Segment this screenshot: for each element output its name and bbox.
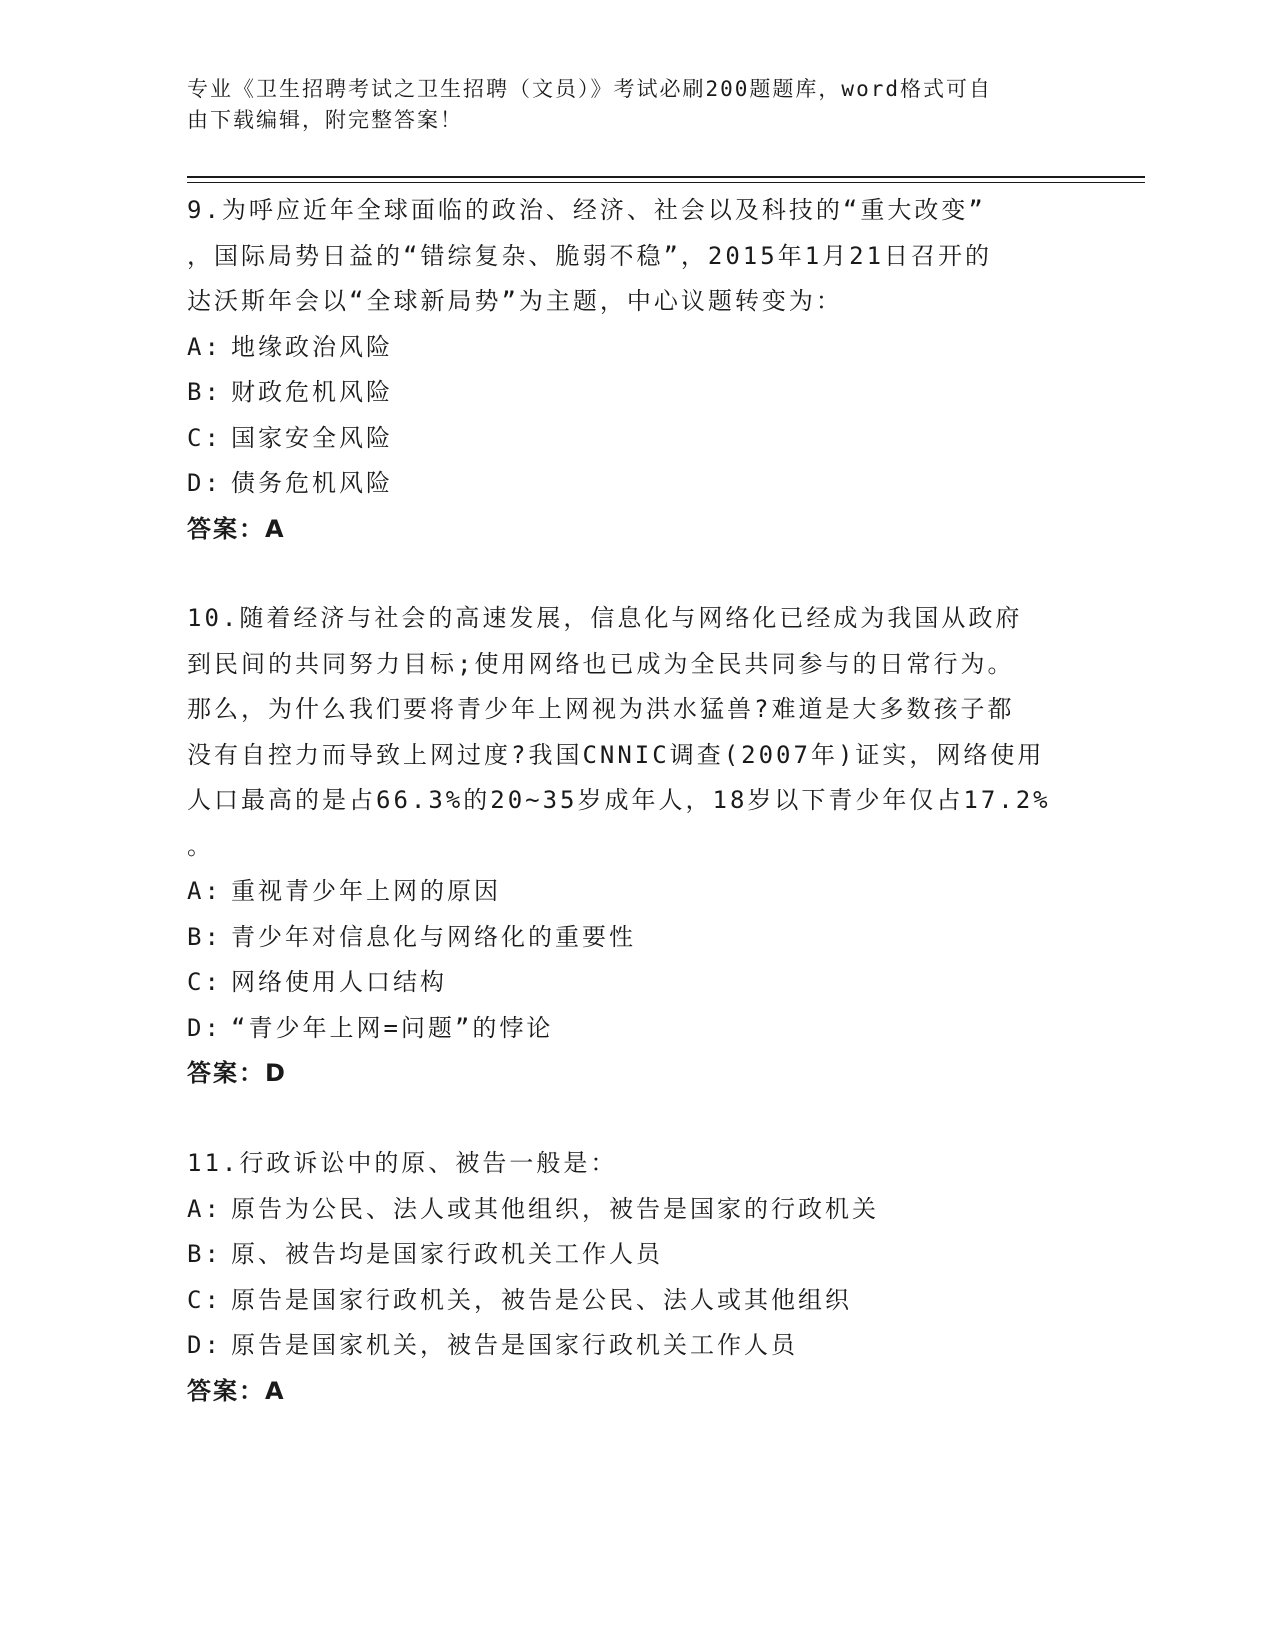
option-text: 财政危机风险 [231,378,393,406]
stem-line: 。 [187,831,214,860]
stem-line: 11.行政诉讼中的原、被告一般是： [187,1149,618,1177]
question-9 [187,188,1077,552]
option-a [187,869,1077,915]
option-key: C: [187,968,222,996]
answer-label: 答案：A [187,514,286,543]
option-text: 国家安全风险 [231,423,393,452]
option-d [187,461,1077,507]
option-key: D: [187,1331,222,1359]
stem-line: 达沃斯年会以“全球新局势”为主题，中心议题转变为： [187,287,843,315]
option-c [187,960,1077,1006]
stem-line: 9.为呼应近年全球面临的政治、经济、社会以及科技的“重大改变” [187,196,986,224]
option-key: B: [187,922,222,951]
option-key: D: [187,1013,222,1042]
header-divider-thick [187,176,1145,178]
stem-line: 没有自控力而导致上网过度?我国CNNIC调查(2007年)证实，网络使用 [187,740,1045,769]
option-key: A: [187,877,222,905]
option-text: 原、被告均是国家行政机关工作人员 [231,1240,663,1268]
option-text: 网络使用人口结构 [231,968,447,996]
document-header [187,74,1067,136]
stem-line: 到民间的共同努力目标;使用网络也已成为全民共同参与的日常行为。 [187,649,1015,678]
option-b [187,1232,1077,1278]
stem-line: 10.随着经济与社会的高速发展，信息化与网络化已经成为我国从政府 [187,604,1023,632]
option-key: A: [187,332,222,361]
option-key: C: [187,423,222,452]
option-c [187,1278,1077,1324]
option-b [187,915,1077,961]
header-line: 由下载编辑，附完整答案！ [187,108,463,132]
option-b [187,370,1077,416]
stem-line: ，国际局势日益的“错综复杂、脆弱不稳”，2015年1月21日召开的 [187,241,993,270]
option-text: 原告为公民、法人或其他组织，被告是国家的行政机关 [231,1194,879,1223]
question-stem [187,1141,1077,1187]
stem-line: 人口最高的是占66.3%的20~35岁成年人，18岁以下青少年仅占17.2% [187,786,1051,814]
option-text: 原告是国家机关，被告是国家行政机关工作人员 [231,1331,798,1359]
answer-label: 答案：D [187,1059,287,1087]
option-d [187,1006,1077,1052]
option-text: “青少年上网=问题”的悖论 [231,1013,554,1042]
header-line: 专业《卫生招聘考试之卫生招聘（文员）》考试必刷200题题库，word格式可自 [187,77,992,101]
stem-line: 那么，为什么我们要将青少年上网视为洪水猛兽?难道是大多数孩子都 [187,695,1015,723]
question-stem [187,596,1077,869]
header-divider-thin [187,182,1145,183]
option-text: 地缘政治风险 [231,332,393,361]
option-key: D: [187,469,222,497]
option-text: 债务危机风险 [231,469,393,497]
option-text: 青少年对信息化与网络化的重要性 [231,922,636,951]
option-key: B: [187,378,222,406]
option-a [187,325,1077,371]
question-10 [187,596,1077,1097]
option-text: 原告是国家行政机关，被告是公民、法人或其他组织 [231,1285,852,1314]
option-text: 重视青少年上网的原因 [231,877,501,905]
answer-label: 答案：A [187,1376,286,1405]
option-d [187,1323,1077,1369]
question-11 [187,1141,1077,1414]
option-a [187,1187,1077,1233]
question-stem [187,188,1077,325]
option-key: C: [187,1285,222,1314]
option-c [187,416,1077,462]
option-key: B: [187,1240,222,1268]
option-key: A: [187,1194,222,1223]
